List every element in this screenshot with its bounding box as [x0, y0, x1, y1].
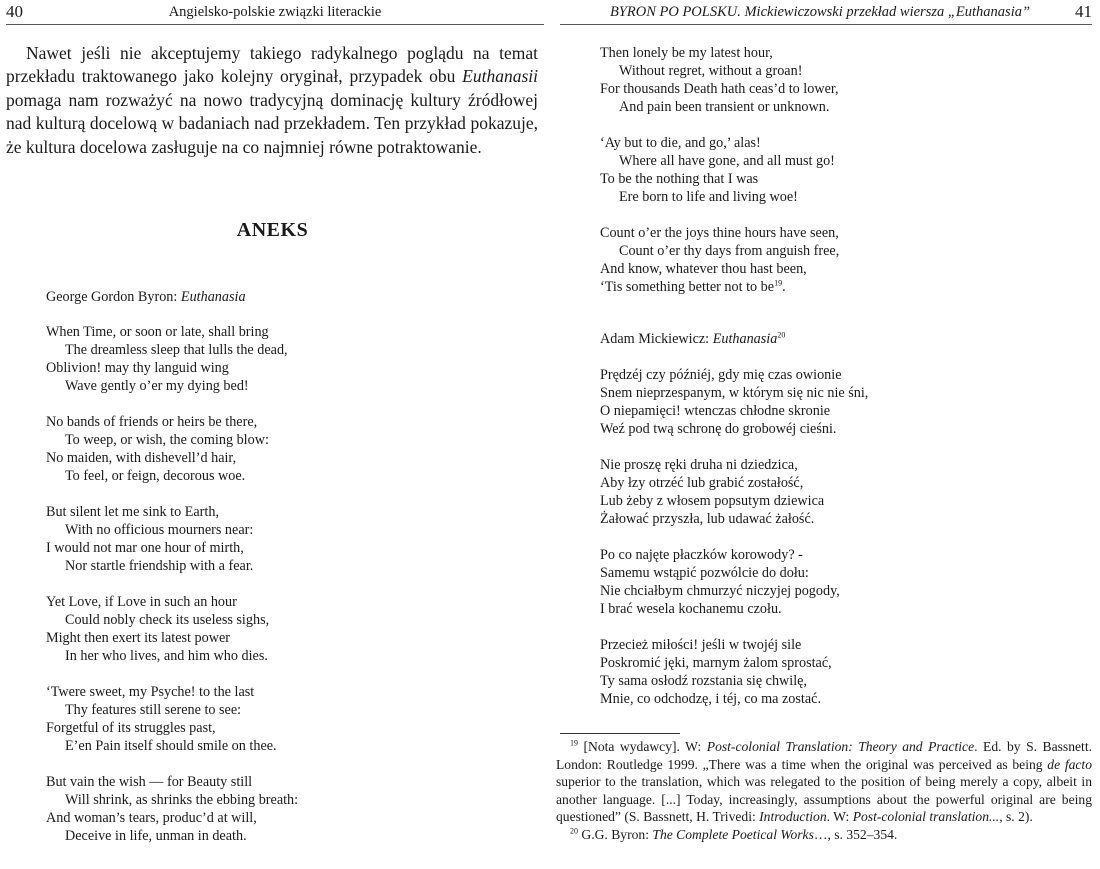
verse-line: And woman’s tears, produc’d at will,: [46, 810, 257, 826]
right-page: [550, 0, 1100, 869]
conclusion-paragraph: Nawet jeśli nie akceptujemy takiego radykalnego poglądu na temat przekładu traktowanego jako kolejny oryginał, przypadek obu Euthanasii pomaga nam rozważyć na nowo tradycyjną dominację kultury źródłowej nad kulturą docelową w badaniach nad przekładem. Ten przykład pokazuje, że kultura docelowa zasługuje na co najmniej równe potraktowanie.: [6, 43, 538, 157]
section-title-aneks: ANEKS: [236, 219, 309, 241]
verse-line: With no officious mourners near:: [65, 522, 254, 538]
verse-line: Will shrink, as shrinks the ebbing breath:: [65, 792, 299, 808]
verse-line: Nie chciałbym chmurzyć niczyjej pogody,: [600, 583, 840, 599]
poem-stanza: [600, 456, 868, 528]
verse-line: Prędzéj czy późniéj, gdy mię czas owionie: [600, 367, 842, 383]
poem-stanza: [46, 413, 298, 485]
poem-stanza: [600, 134, 839, 206]
verse-line: Thy features still serene to see:: [65, 702, 242, 718]
verse-line: Ere born to life and living woe!: [619, 189, 798, 205]
verse-line: E’en Pain itself should smile on thee.: [65, 738, 277, 754]
poem-stanza: [600, 366, 868, 438]
footnote-ref-19[interactable]: 19: [774, 278, 783, 288]
poem-stanza: [600, 224, 839, 296]
poem-stanza: [46, 503, 298, 575]
verse-line: Aby łzy otrzéć lub grabić zostałość,: [600, 475, 804, 491]
verse-line: Snem nieprzespanym, w którym się nic nie śni,: [600, 385, 869, 401]
verse-line: Where all have gone, and all must go!: [619, 153, 835, 169]
poem-stanza: [600, 44, 839, 116]
verse-line: Count o’er the joys thine hours have seen,: [600, 225, 839, 241]
verse-line: To be the nothing that I was: [600, 171, 759, 187]
mickiewicz-poem-heading: Adam Mickiewicz: Euthanasia$^{20}$: [600, 330, 786, 347]
verse-line: Mnie, co odchodzę, i téj, co ma zostać.: [600, 691, 822, 707]
verse-line: Samemu wstąpić pozwólcie do dołu:: [600, 565, 809, 581]
running-head-left: Angielsko-polskie związki literackie: [168, 4, 382, 20]
footnotes: [556, 738, 1092, 844]
footnote-ref-20[interactable]: 20: [777, 330, 786, 340]
verse-line: ‘Tis something better not to $be^{19}$.: [600, 278, 786, 295]
poem-stanza: [46, 773, 298, 845]
verse-line: And know, whatever thou hast been,: [600, 261, 807, 277]
verse-line: Lub żeby z włosem popsutym dziewica: [600, 493, 825, 509]
verse-line: To feel, or feign, decorous woe.: [65, 468, 246, 484]
verse-line: Without regret, without a groan!: [619, 63, 803, 79]
verse-line: Yet Love, if Love in such an hour: [46, 594, 237, 610]
verse-line: The dreamless sleep that lulls the dead,: [65, 342, 288, 358]
verse-line: But silent let me sink to Earth,: [46, 504, 219, 520]
footnote-rule: [560, 733, 680, 734]
byron-poem-part2: [600, 44, 839, 296]
verse-line: ‘Ay but to die, and go,’ alas!: [600, 135, 761, 151]
verse-line: And pain been transient or unknown.: [619, 99, 830, 115]
mickiewicz-poem: [600, 366, 868, 708]
verse-line: O niepamięci! wtenczas chłodne skronie: [600, 403, 831, 419]
verse-line: In her who lives, and him who dies.: [65, 648, 268, 664]
verse-line: Weź pod twą schronę do grobowéj cieśni.: [600, 421, 837, 437]
verse-line: Might then exert its latest power: [46, 630, 231, 646]
poem-stanza: [600, 636, 868, 708]
verse-line: But vain the wish — for Beauty still: [46, 774, 253, 790]
byron-poem-part1: [46, 323, 298, 845]
verse-line: For thousands Death hath ceas’d to lower,: [600, 81, 839, 97]
verse-line: Forgetful of its struggles past,: [46, 720, 216, 736]
header-rule-left: [6, 24, 544, 25]
verse-line: Ty sama osłodź rozstania się chwilę,: [600, 673, 808, 689]
page-number-right: 41: [1075, 2, 1092, 21]
verse-line: Nor startle friendship with a fear.: [65, 558, 254, 574]
poem-stanza: [46, 683, 298, 755]
verse-line: ‘Twere sweet, my Psyche! to the last: [46, 684, 255, 700]
running-head-right: BYRON PO POLSKU. Mickiewiczowski przekład wiersza „Euthanasia”: [609, 4, 1031, 20]
poem-stanza: [600, 546, 868, 618]
verse-line: When Time, or soon or late, shall bring: [46, 324, 269, 340]
page-number-left: 40: [6, 2, 23, 21]
verse-line: No bands of friends or heirs be there,: [46, 414, 258, 430]
verse-line: Poskromić jęki, marnym żalom sprostać,: [600, 655, 832, 671]
verse-line: Nie proszę ręki druha ni dziedzica,: [600, 457, 798, 473]
poem-stanza: [46, 323, 298, 395]
footnote-20: $^{20}$ G.G. Byron: The Complete Poetical Works…, s. 352–354.: [570, 826, 898, 842]
verse-line: Po co najęte płaczków korowody? -: [600, 547, 803, 563]
verse-line: Deceive in life, unman in death.: [65, 828, 247, 844]
verse-line: Przecież miłości! jeśli w twojéj sile: [600, 637, 802, 653]
verse-line: I brać wesela kochanemu czołu.: [600, 601, 782, 617]
footnote-19: $^{19}$ [Nota wydawcy]. W: Post-colonial Translation: Theory and Practice. Ed. by S. Bassnett. London: Routledge 1999. „There was a time when the original was perceived as being de facto superior to the translation, which was relegated to the position of being merely a copy, albeit in another language. [...] Today, increasingly, assumptions about the powerful original are being questioned” (S. Bassnett, H. Trivedi: Introduction. W: Post-colonial translation..., s. 2).: [556, 738, 1092, 825]
verse-line: Then lonely be my latest hour,: [600, 45, 773, 61]
verse-line: Żałować przyszła, lub udawać żałość.: [600, 511, 815, 527]
verse-line: No maiden, with dishevell’d hair,: [46, 450, 237, 466]
verse-line: Count o’er thy days from anguish free,: [619, 243, 840, 259]
verse-line: To weep, or wish, the coming blow:: [65, 432, 269, 448]
verse-line: Could nobly check its useless sighs,: [65, 612, 270, 628]
verse-line: I would not mar one hour of mirth,: [46, 540, 244, 556]
byron-poem-heading: George Gordon Byron: Euthanasia: [46, 289, 246, 305]
poem-stanza: [46, 593, 298, 665]
verse-line: Oblivion! may thy languid wing: [46, 360, 229, 376]
header-rule-right: [560, 24, 1092, 25]
verse-line: Wave gently o’er my dying bed!: [65, 378, 249, 394]
